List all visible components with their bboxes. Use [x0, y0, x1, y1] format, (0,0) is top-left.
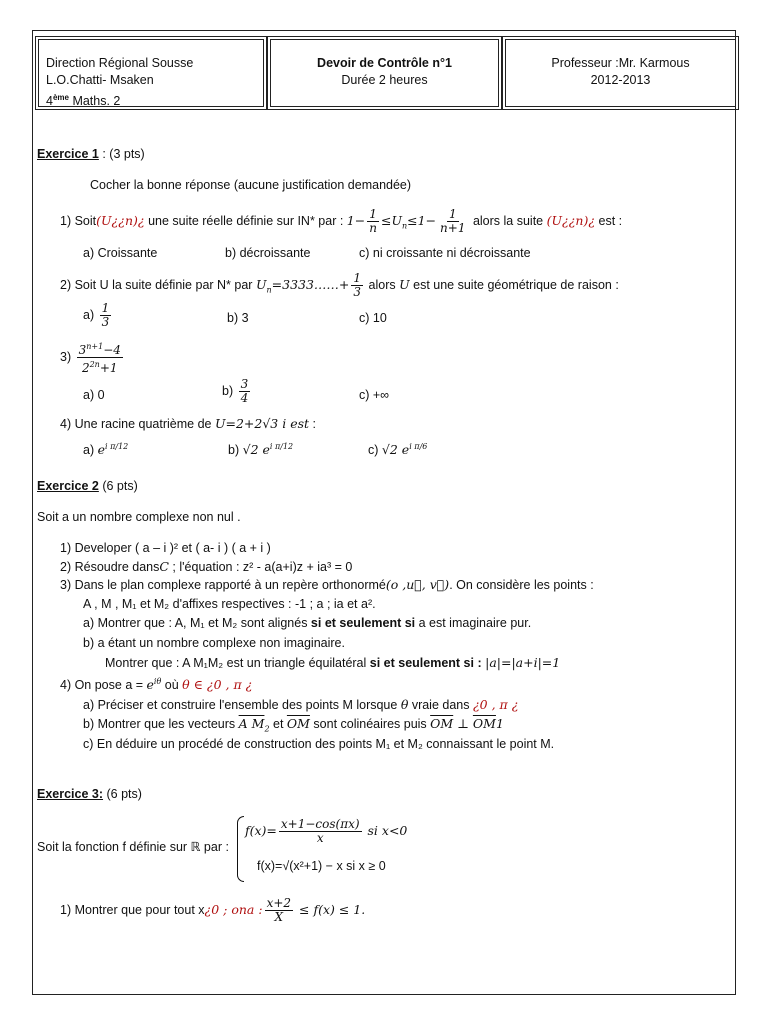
- school-direction: Direction Régional Sousse: [46, 56, 194, 70]
- ex1-instruction: Cocher la bonne réponse (aucune justification demandée): [90, 178, 412, 192]
- header-table: [35, 36, 739, 110]
- ex2-q3: 3) Dans le plan complexe rapporté à un repère orthonormé(o ,u⃗, v⃗). On considère les points :: [60, 577, 594, 592]
- ex3-brace: [237, 816, 244, 882]
- ex1-q1-choice-b: b) décroissante: [225, 246, 311, 260]
- exam-duration: Durée 2 heures: [341, 73, 428, 87]
- ex2-q4b: b) Montrer que les vecteurs A $M_2$ et $\overline{OM}$ sont colinéaires puis $\overline{OM}$ ⊥ $\overline{OM}1$: [83, 716, 504, 734]
- class-level: 4ème Maths. 2: [46, 93, 121, 109]
- ex1-q1: 1) Soit(U¿¿n)¿ une suite réelle définie sur IN* par : 1− $\frac{1}{n}$ $\le U_n\le 1-$ $\frac{1}{n+1}$ alors la suite (U¿¿n)¿ est :: [60, 207, 623, 235]
- header-teacher-cell: [502, 36, 739, 110]
- school-year: 2012-2013: [590, 73, 651, 87]
- ex1-q3-choice-a: a) 0: [83, 388, 105, 402]
- teacher-name: Professeur :Mr. Karmous: [551, 56, 690, 70]
- ex2-q3b-line1: b) a étant un nombre complexe non imaginaire.: [83, 636, 345, 650]
- ex1-heading: Exercice 1 : (3 pts): [37, 147, 145, 161]
- ex1-q4-choice-c: c) √2 $e^{i \pi/6}$: [368, 442, 428, 458]
- header-school-cell: [35, 36, 267, 110]
- ex2-q2: 2) Résoudre dansC ; l'équation : z² - a(a+i)z + ia³ = 0: [60, 559, 353, 574]
- ex3-q1: 1) Montrer que pour tout x¿0 ; ona : $\frac{x+2}{X}$ ≤ f(x) ≤ 1.: [60, 896, 366, 924]
- ex2-q3a: a) Montrer que : A, M₁ et M₂ sont alignés si et seulement si a est imaginaire pur.: [83, 616, 532, 630]
- ex1-q1-choice-a: a) Croissante: [83, 246, 158, 260]
- ex1-q4-choice-b: b) √2 $e^{i \pi/12}$: [228, 442, 294, 458]
- ex1-q3-choice-c: c) +∞: [359, 388, 390, 402]
- school-name: L.O.Chatti- Msaken: [46, 73, 154, 87]
- ex2-intro: Soit a un nombre complexe non nul .: [37, 510, 241, 524]
- ex2-q4c: c) En déduire un procédé de construction des points M₁ et M₂ connaissant le point M.: [83, 737, 555, 751]
- ex1-q4: 4) Une racine quatrième de U=2+2√3 i est :: [60, 416, 316, 431]
- ex1-q2-choice-b: b) 3: [227, 311, 249, 325]
- ex3-heading: Exercice 3: (6 pts): [37, 787, 142, 801]
- ex1-q2: 2) Soit U la suite définie par N* par $U_n=3333\dots\dots+$ $\frac{1}{3}$ alors U est une suite géométrique de raison :: [60, 271, 619, 299]
- ex1-q2-choice-c: c) 10: [359, 311, 387, 325]
- ex2-q3-points: A , M , M₁ et M₂ d'affixes respectives : -1 ; a ; ia et a².: [83, 597, 376, 611]
- ex2-q4a: a) Préciser et construire l'ensemble des points M lorsque θ vraie dans ¿0 , π ¿: [83, 697, 519, 712]
- ex1-q1-choice-c: c) ni croissante ni décroissante: [359, 246, 531, 260]
- ex3-intro: Soit la fonction f définie sur ℝ par :: [37, 840, 229, 854]
- ex2-q3b-line2: Montrer que : A M₁M₂ est un triangle équilatéral si et seulement si : |a|=|a+i|=1: [105, 655, 561, 670]
- exam-title: Devoir de Contrôle n°1: [317, 56, 452, 70]
- ex1-q3-choice-b: b) $\frac{3}{4}$: [222, 377, 249, 405]
- ex1-q4-choice-a: a) $e^{i \pi/12}$: [83, 442, 129, 458]
- ex1-q3: 3) $\frac{3^{n+1}-4}{2^{2n}+1}$: [60, 342, 121, 375]
- ex3-case2: f(x)=√(x²+1) − x si x ≥ 0: [257, 859, 386, 873]
- ex2-heading: Exercice 2 (6 pts): [37, 479, 138, 493]
- ex3-case1: f(x)= $\frac{x+1-\cos(\pi x)}{x}$ si x<0: [245, 817, 408, 845]
- ex2-q1: 1) Developer ( a – i )² et ( a- i ) ( a + i ): [60, 541, 271, 555]
- header-title-cell: [267, 36, 502, 110]
- ex2-q4: 4) On pose $a = e^{i\theta}$ où θ ∈ ¿0 , π ¿: [60, 677, 253, 693]
- ex1-q2-choice-a: a) $\frac{1}{3}$: [83, 301, 110, 329]
